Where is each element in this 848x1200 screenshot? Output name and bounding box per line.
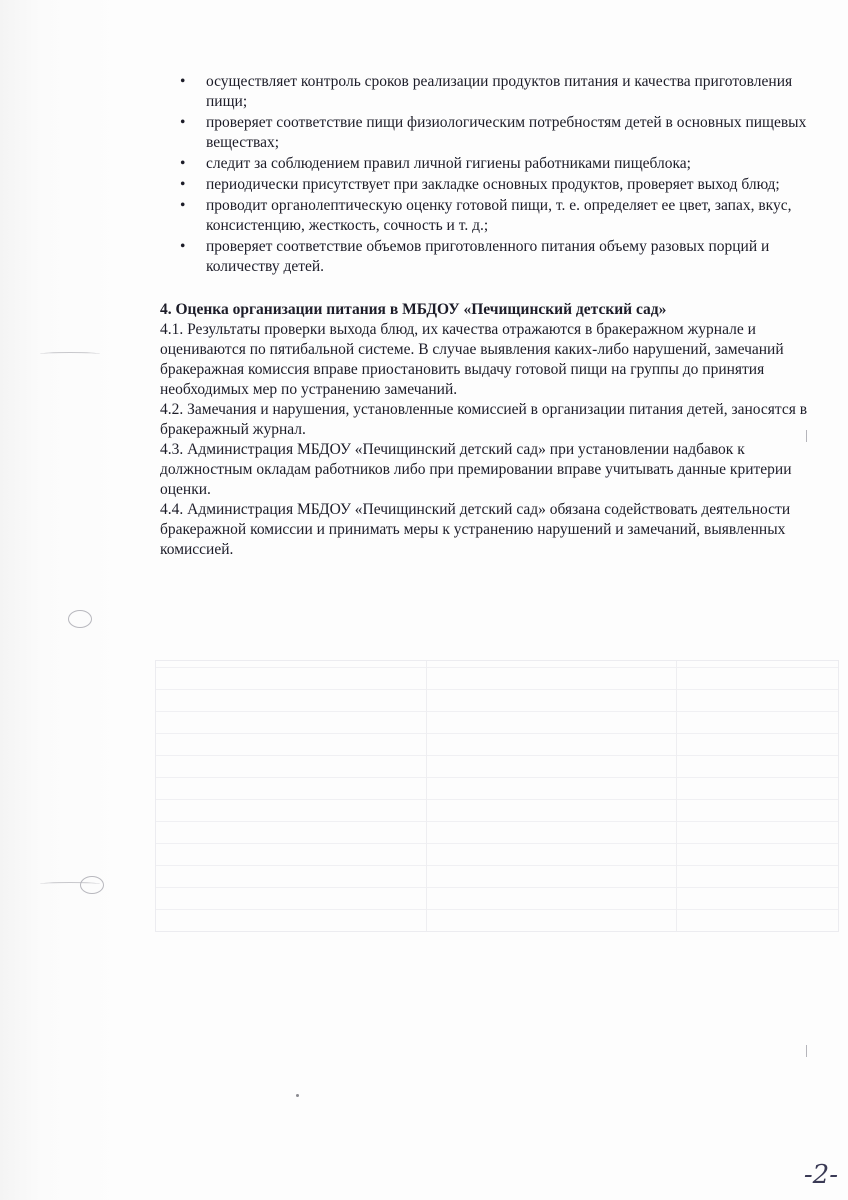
bullet-icon: • [180, 155, 186, 172]
bullet-icon: • [180, 114, 186, 131]
list-item-text: проводит органолептическую оценку готовой пищи, т. е. определяет ее цвет, запах, вкус, консистенцию, жесткость, сочность и т. д.; [206, 197, 792, 234]
list-item [160, 154, 825, 174]
list-item [160, 113, 825, 153]
binding-mark [40, 352, 100, 356]
scan-speck [296, 1094, 299, 1097]
scan-artifact [806, 1045, 807, 1057]
paragraph-4-2: 4.2. Замечания и нарушения, установленные комиссией в организации питания детей, заносятся в бракеражный журнал. [160, 401, 808, 438]
bleed-through-grid [155, 660, 839, 932]
page-number: -2- [803, 1160, 838, 1190]
duties-list [160, 72, 825, 277]
bullet-icon: • [180, 238, 186, 255]
document-body [160, 72, 825, 560]
list-item [160, 175, 825, 195]
paragraph-4-4: 4.4. Администрация МБДОУ «Печищинский детский сад» обязана содействовать деятельности бракеражной комиссии и принимать меры к устранению нарушений и замечаний, выявленных комиссией. [160, 501, 791, 558]
paragraph-4-3: 4.3. Администрация МБДОУ «Печищинский детский сад» при установлении надбавок к должностным окладам работников либо при премировании вправе учитывать данные критерии оценки. [160, 441, 792, 498]
paragraph-4-1: 4.1. Результаты проверки выхода блюд, их качества отражаются в бракеражном журнале и оцениваются по пятибальной системе. В случае выявления каких-либо нарушений, замечаний бракеражная комиссия вправе приостановить выдачу готовой пищи на группы до принятия необходимых мер по устранению замечаний. [160, 321, 784, 398]
list-item-text: следит за соблюдением правил личной гигиены работниками пищеблока; [206, 155, 691, 172]
list-item-text: осуществляет контроль сроков реализации продуктов питания и качества приготовления пищи; [206, 73, 793, 110]
list-item-text: проверяет соответствие объемов приготовленного питания объему разовых порций и количеству детей. [206, 238, 770, 275]
binding-loop [80, 876, 104, 894]
section-heading: 4. Оценка организации питания в МБДОУ «Печищинский детский сад» [160, 301, 667, 318]
binding-loop [68, 610, 92, 628]
bullet-icon: • [180, 176, 186, 193]
list-item [160, 196, 825, 236]
list-item [160, 237, 825, 277]
list-item-text: проверяет соответствие пищи физиологическим потребностям детей в основных пищевых веществах; [206, 114, 807, 151]
list-item-text: периодически присутствует при закладке основных продуктов, проверяет выход блюд; [206, 176, 780, 193]
bullet-icon: • [180, 73, 186, 90]
list-item [160, 72, 825, 112]
bullet-icon: • [180, 197, 186, 214]
